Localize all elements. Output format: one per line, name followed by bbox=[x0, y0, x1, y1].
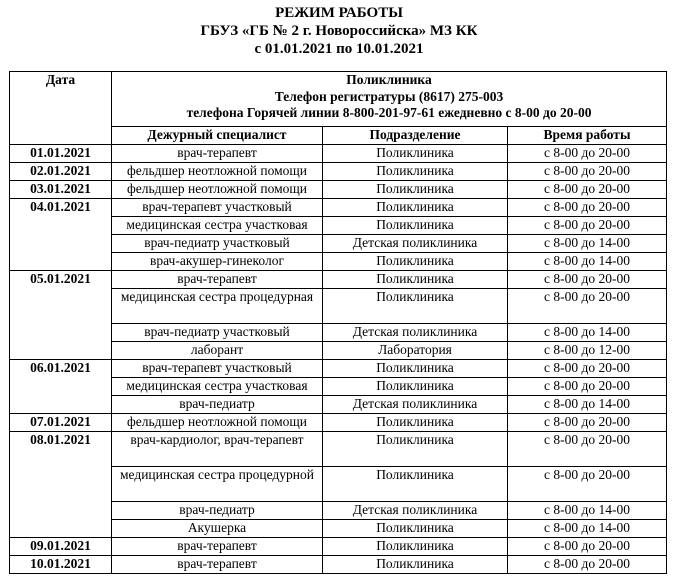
time-cell: с 8-00 до 20-00 bbox=[508, 466, 667, 501]
time-cell: с 8-00 до 12-00 bbox=[508, 341, 667, 359]
time-cell: с 8-00 до 20-00 bbox=[508, 216, 667, 234]
specialist-cell: врач-терапевт bbox=[112, 537, 323, 555]
table-row bbox=[10, 144, 667, 162]
time-cell: с 8-00 до 20-00 bbox=[508, 288, 667, 323]
specialist-cell: фельдшер неотложной помощи bbox=[112, 180, 323, 198]
specialist-cell: Акушерка bbox=[112, 519, 323, 537]
table-row bbox=[10, 555, 667, 573]
date-cell: 01.01.2021 bbox=[10, 144, 112, 162]
department-cell: Поликлиника bbox=[323, 270, 508, 288]
date-cell: 10.01.2021 bbox=[10, 555, 112, 573]
specialist-cell: фельдшер неотложной помощи bbox=[112, 162, 323, 180]
hotline-info: телефона Горячей линии 8-800-201-97-61 ежедневно с 8-00 до 20-00 bbox=[186, 105, 592, 120]
department-cell: Детская поликлиника bbox=[323, 395, 508, 413]
date-cell: 03.01.2021 bbox=[10, 180, 112, 198]
time-cell: с 8-00 до 14-00 bbox=[508, 501, 667, 519]
time-cell: с 8-00 до 20-00 bbox=[508, 377, 667, 395]
table-row bbox=[10, 270, 667, 288]
department-cell: Поликлиника bbox=[323, 198, 508, 216]
specialist-cell: врач-терапевт bbox=[112, 144, 323, 162]
specialist-cell: медицинская сестра участковая bbox=[112, 377, 323, 395]
table-row bbox=[10, 162, 667, 180]
title-line-1: РЕЖИМ РАБОТЫ bbox=[275, 5, 403, 21]
time-cell: с 8-00 до 20-00 bbox=[508, 413, 667, 431]
department-cell: Поликлиника bbox=[323, 519, 508, 537]
specialist-cell: врач-терапевт участковый bbox=[112, 359, 323, 377]
date-cell: 02.01.2021 bbox=[10, 162, 112, 180]
department-cell: Поликлиника bbox=[323, 466, 508, 501]
department-cell: Поликлиника bbox=[323, 180, 508, 198]
title-line-3: с 01.01.2021 по 10.01.2021 bbox=[254, 41, 424, 57]
date-cell: 08.01.2021 bbox=[10, 431, 112, 537]
schedule-table bbox=[9, 71, 667, 574]
table-row bbox=[10, 180, 667, 198]
department-cell: Детская поликлиника bbox=[323, 323, 508, 341]
time-cell: с 8-00 до 20-00 bbox=[508, 537, 667, 555]
specialist-cell: врач-педиатр bbox=[112, 501, 323, 519]
date-cell: 07.01.2021 bbox=[10, 413, 112, 431]
department-cell: Поликлиника bbox=[323, 144, 508, 162]
document-title bbox=[0, 0, 678, 58]
department-cell: Поликлиника bbox=[323, 252, 508, 270]
polyclinic-header bbox=[112, 72, 667, 127]
department-cell: Поликлиника bbox=[323, 431, 508, 466]
col-department-header: Подразделение bbox=[323, 127, 508, 145]
time-cell: с 8-00 до 14-00 bbox=[508, 234, 667, 252]
department-cell: Поликлиника bbox=[323, 162, 508, 180]
specialist-cell: лаборант bbox=[112, 341, 323, 359]
specialist-cell: врач-терапевт участковый bbox=[112, 198, 323, 216]
department-cell: Поликлиника bbox=[323, 555, 508, 573]
time-cell: с 8-00 до 20-00 bbox=[508, 270, 667, 288]
specialist-cell: врач-педиатр участковый bbox=[112, 234, 323, 252]
date-header: Дата bbox=[10, 72, 112, 145]
time-cell: с 8-00 до 20-00 bbox=[508, 431, 667, 466]
date-cell: 06.01.2021 bbox=[10, 359, 112, 413]
specialist-cell: врач-акушер-гинеколог bbox=[112, 252, 323, 270]
date-cell: 04.01.2021 bbox=[10, 198, 112, 270]
time-cell: с 8-00 до 14-00 bbox=[508, 519, 667, 537]
date-cell: 09.01.2021 bbox=[10, 537, 112, 555]
department-cell: Детская поликлиника bbox=[323, 234, 508, 252]
specialist-cell: фельдшер неотложной помощи bbox=[112, 413, 323, 431]
table-row bbox=[10, 537, 667, 555]
specialist-cell: врач-терапевт bbox=[112, 555, 323, 573]
registry-phone: Телефон регистратуры (8617) 275-003 bbox=[274, 88, 504, 104]
time-cell: с 8-00 до 20-00 bbox=[508, 198, 667, 216]
table-row bbox=[10, 431, 667, 466]
department-cell: Поликлиника bbox=[323, 377, 508, 395]
title-line-2: ГБУЗ «ГБ № 2 г. Новороссийска» МЗ КК bbox=[200, 23, 478, 39]
department-cell: Поликлиника bbox=[323, 537, 508, 555]
time-cell: с 8-00 до 20-00 bbox=[508, 144, 667, 162]
department-cell: Поликлиника bbox=[323, 413, 508, 431]
table-row bbox=[10, 198, 667, 216]
time-cell: с 8-00 до 20-00 bbox=[508, 180, 667, 198]
table-row bbox=[10, 413, 667, 431]
specialist-cell: врач-кардиолог, врач-терапевт bbox=[112, 431, 323, 466]
department-cell: Лаборатория bbox=[323, 341, 508, 359]
time-cell: с 8-00 до 14-00 bbox=[508, 252, 667, 270]
time-cell: с 8-00 до 14-00 bbox=[508, 323, 667, 341]
department-cell: Поликлиника bbox=[323, 288, 508, 323]
date-cell: 05.01.2021 bbox=[10, 270, 112, 359]
department-cell: Поликлиника bbox=[323, 216, 508, 234]
table-header-row bbox=[10, 72, 667, 127]
table-row bbox=[10, 359, 667, 377]
department-cell: Детская поликлиника bbox=[323, 501, 508, 519]
specialist-cell: врач-педиатр bbox=[112, 395, 323, 413]
col-time-header: Время работы bbox=[508, 127, 667, 145]
specialist-cell: медицинская сестра процедурной bbox=[112, 466, 323, 501]
time-cell: с 8-00 до 20-00 bbox=[508, 359, 667, 377]
section-title: Поликлиника bbox=[346, 72, 432, 87]
time-cell: с 8-00 до 20-00 bbox=[508, 162, 667, 180]
specialist-cell: врач-терапевт bbox=[112, 270, 323, 288]
time-cell: с 8-00 до 20-00 bbox=[508, 555, 667, 573]
specialist-cell: медицинская сестра процедурная bbox=[112, 288, 323, 323]
col-specialist-header: Дежурный специалист bbox=[112, 127, 323, 145]
time-cell: с 8-00 до 14-00 bbox=[508, 395, 667, 413]
specialist-cell: врач-педиатр участковый bbox=[112, 323, 323, 341]
department-cell: Поликлиника bbox=[323, 359, 508, 377]
specialist-cell: медицинская сестра участковая bbox=[112, 216, 323, 234]
